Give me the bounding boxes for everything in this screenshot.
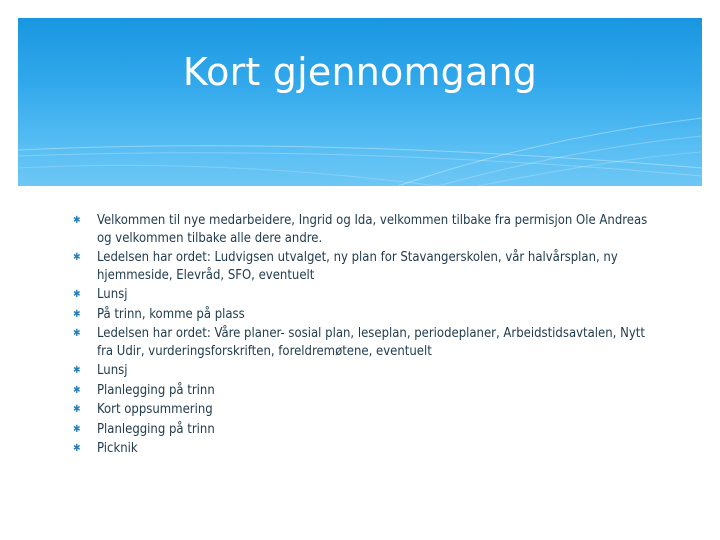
list-item-text: På trinn, komme på plass [97,306,245,322]
list-item [73,401,648,419]
list-item [73,421,648,439]
title-banner [18,18,702,186]
asterisk-icon: ✱ [73,252,81,263]
list-item [73,249,648,284]
asterisk-icon: ✱ [73,289,81,300]
list-item-text: Kort oppsummering [97,402,213,417]
asterisk-icon: ✱ [73,423,81,435]
asterisk-icon: ✱ [73,328,81,339]
asterisk-icon: ✱ [73,215,81,226]
asterisk-icon: ✱ [73,365,81,376]
list-item-text: Planlegging på trinn [97,382,215,398]
list-item [73,212,648,247]
bullet-list [73,212,648,458]
slide-title: Kort gjennomgang [182,50,538,94]
list-item-text: Planlegging på trinn [97,421,215,437]
bullet-list-container [73,212,648,460]
list-item-text: Ledelsen har ordet: Våre planer- sosial plan, leseplan, periodeplaner, Arbeidstidsavtalen, Nytt fra Udir, vurderingsforskriften, foreldremøtene, eventuelt [97,326,645,359]
list-item [73,325,648,360]
list-item-text: Ledelsen har ordet: Ludvigsen utvalget, ny plan for Stavangerskolen, vår halvårsplan, ny hjemmeside, Elevråd, SFO, eventuelt [97,250,618,283]
list-item-text: Lunsj [97,287,128,302]
list-item-text: Lunsj [97,363,128,378]
banner-swoosh-decoration [18,18,702,186]
list-item-text: Picknik [97,441,138,456]
list-item [73,362,648,380]
asterisk-icon: ✱ [73,443,81,454]
list-item [73,440,648,458]
asterisk-icon: ✱ [73,308,81,320]
list-item [73,306,648,324]
list-item [73,382,648,400]
list-item [73,286,648,304]
list-item-text: Velkommen til nye medarbeidere, Ingrid og Ida, velkommen tilbake fra permisjon Ole Andreas og velkommen tilbake alle dere andre. [97,213,648,246]
asterisk-icon: ✱ [73,404,81,415]
asterisk-icon: ✱ [73,384,81,396]
